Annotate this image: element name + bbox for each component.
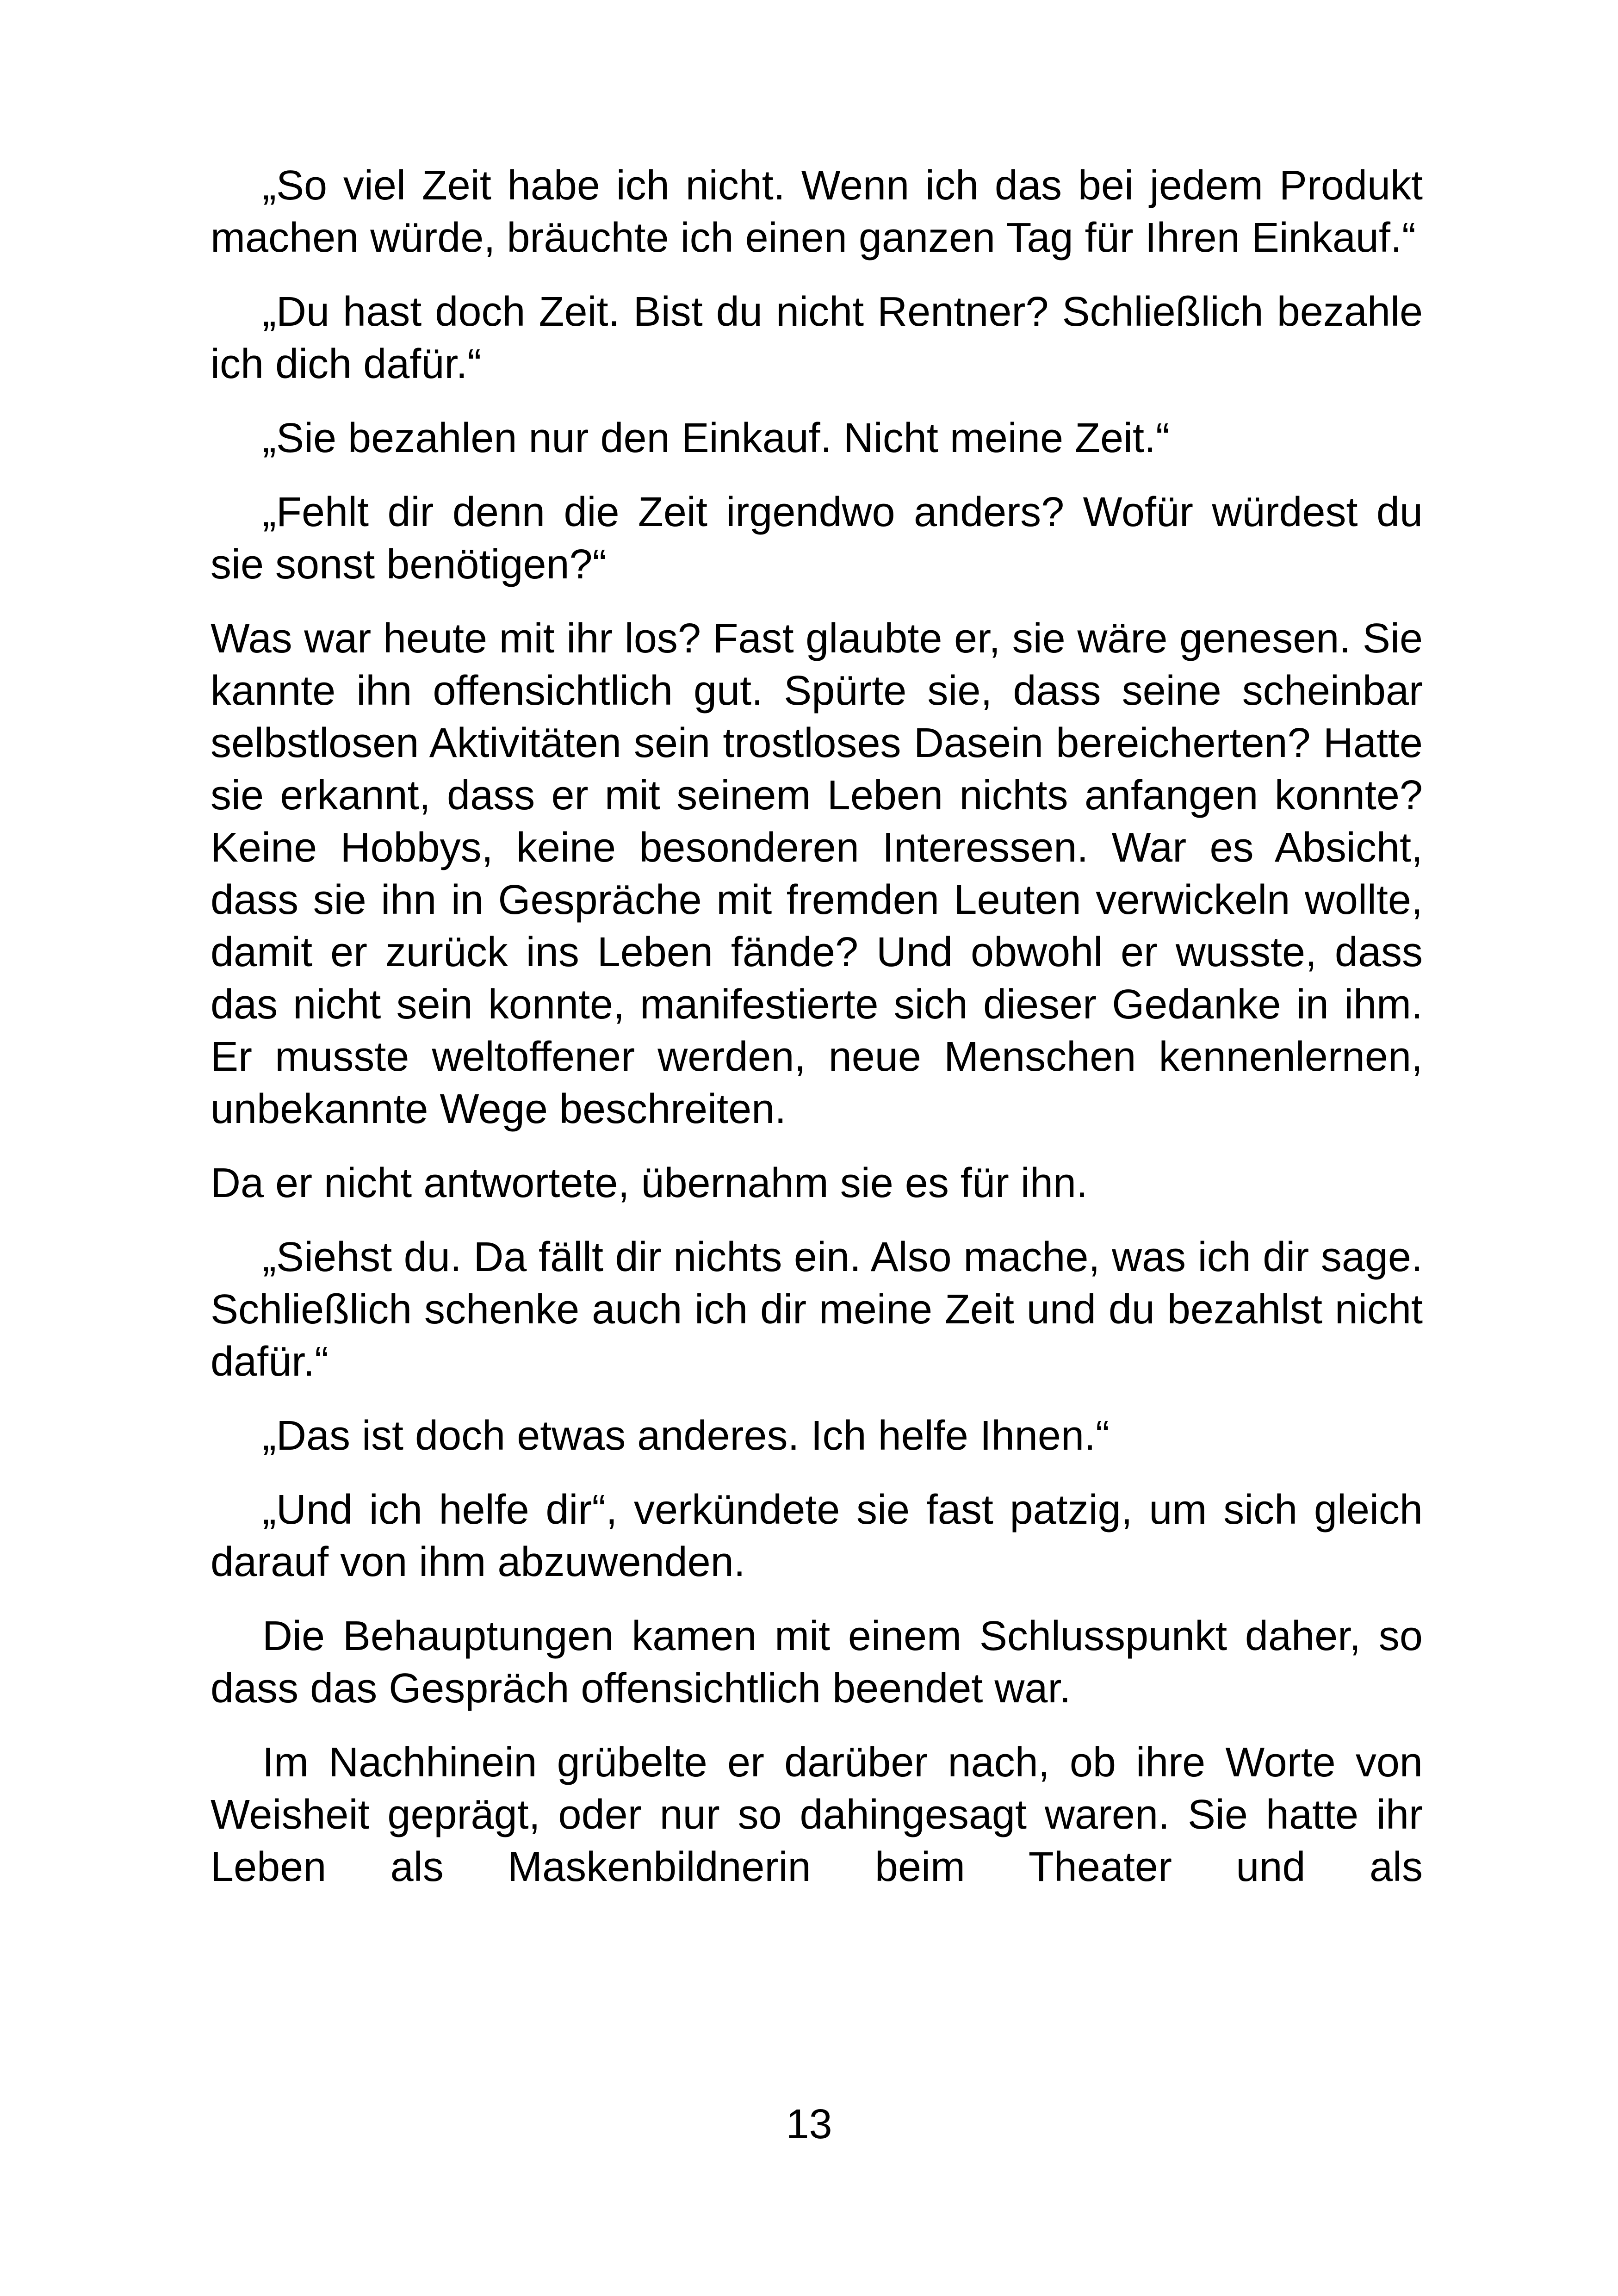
paragraph-3: „Sie bezahlen nur den Einkauf. Nicht meine Zeit.“ <box>262 415 1170 461</box>
page-number: 13 <box>786 2101 832 2147</box>
paragraph-11: Im Nachhinein grübelte er darüber nach, ob ihre Worte von Weisheit geprägt, oder nur so dahingesagt waren. Sie hatte ihr Leben als Maskenbildnerin beim Theater und als <box>211 1739 1423 1890</box>
paragraph-1: „So viel Zeit habe ich nicht. Wenn ich das bei jedem Produkt machen würde, bräuchte ich einen ganzen Tag für Ihren Einkauf.“ <box>211 162 1423 261</box>
paragraph-6: Da er nicht antwortete, übernahm sie es für ihn. <box>211 1160 1088 1206</box>
paragraph-4: „Fehlt dir denn die Zeit irgendwo anders? Wofür würdest du sie sonst benötigen?“ <box>211 489 1423 588</box>
paragraph-8: „Das ist doch etwas anderes. Ich helfe Ihnen.“ <box>262 1413 1110 1459</box>
paragraph-10: Die Behauptungen kamen mit einem Schlusspunkt daher, so dass das Gespräch offensichtlich beendet war. <box>211 1613 1423 1712</box>
paragraph-9: „Und ich helfe dir“, verkündete sie fast patzig, um sich gleich darauf von ihm abzuwenden. <box>211 1487 1423 1585</box>
paragraph-7: „Siehst du. Da fällt dir nichts ein. Also mache, was ich dir sage. Schließlich schenke auch ich dir meine Zeit und du bezahlst nicht dafür.“ <box>211 1234 1423 1385</box>
paragraph-2: „Du hast doch Zeit. Bist du nicht Rentner? Schließlich bezahle ich dich dafür.“ <box>211 289 1423 387</box>
paragraph-5: Was war heute mit ihr los? Fast glaubte er, sie wäre genesen. Sie kannte ihn offensichtlich gut. Spürte sie, dass seine scheinbar selbstlosen Aktivitäten sein trostloses Dasein bereicherten? Hatte sie erkannt, dass er mit seinem Leben nichts anfangen konnte? Keine Hobbys, keine besonderen Interessen. War es Absicht, dass sie ihn in Gespräche mit fremden Leuten verwickeln wollte, damit er zurück ins Leben fände? Und obwohl er wusste, dass das nicht sein konnte, manifestierte sich dieser Gedanke in ihm. Er musste weltoffener werden, neue Menschen kennenlernen, unbekannte Wege beschreiten. <box>211 615 1423 1132</box>
body-text <box>211 160 1423 1915</box>
